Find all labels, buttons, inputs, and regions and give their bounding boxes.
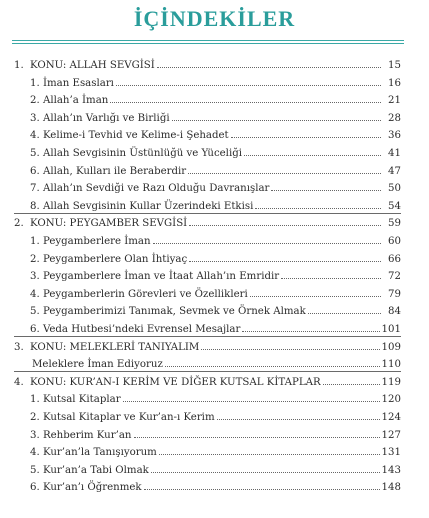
toc-entry-row[interactable]: [32, 354, 401, 370]
dot-leader: [144, 488, 380, 490]
page-number: 66: [388, 253, 401, 265]
entry-title: 4. Kur’an’la Tanışıyorum: [30, 447, 157, 459]
page-title: İÇİNDEKİLER: [133, 6, 296, 31]
section-number: 2.: [14, 218, 24, 230]
entry-title: 2. Peygamberlere Olan İhtiyaç: [30, 253, 188, 265]
entry-title: 6. Kur’an’ı Öğrenmek: [30, 482, 142, 494]
dot-leader: [159, 453, 380, 455]
page-number: 59: [388, 218, 401, 230]
entry-title: 6. Veda Hutbesi’ndeki Evrensel Mesajlar: [30, 324, 241, 335]
dot-leader: [123, 400, 380, 402]
entry-title: Meleklere İman Ediyoruz: [32, 359, 163, 371]
toc-entry-row[interactable]: [30, 407, 401, 423]
section-title: KONU: ALLAH SEVGİSİ: [30, 60, 155, 71]
page-number: 72: [388, 271, 401, 283]
page-number: 79: [388, 288, 401, 300]
toc-entry-row[interactable]: [30, 73, 401, 89]
dot-leader: [201, 348, 379, 350]
dot-leader: [244, 154, 381, 156]
section-number: 3.: [14, 341, 24, 353]
toc-entry-row[interactable]: [30, 125, 401, 141]
page-number: 84: [388, 306, 401, 318]
entry-title: 3. Peygamberlere İman ve İtaat Allah’ın Emridir: [30, 271, 280, 283]
page-number: 60: [388, 236, 401, 247]
page-number: 50: [388, 183, 401, 195]
page-number: 36: [388, 130, 401, 142]
entry-title: 4. Peygamberlerin Görevleri ve Özellikleri: [30, 288, 248, 300]
entry-title: 8. Allah Sevgisinin Kullar Üzerindeki Etkisi: [30, 200, 254, 212]
page-number: 131: [381, 447, 401, 459]
dot-leader: [323, 383, 380, 385]
page-number: 148: [381, 482, 401, 494]
dot-leader: [250, 295, 381, 297]
toc-section-row[interactable]: [14, 55, 401, 71]
page-number: 101: [381, 324, 401, 335]
dot-leader: [165, 365, 380, 367]
dot-leader: [151, 471, 380, 473]
entry-title: 1. İman Esasları: [30, 77, 114, 89]
page-number: 124: [381, 412, 401, 423]
page-number: 127: [381, 429, 401, 441]
section-title: KONU: PEYGAMBER SEVGİSİ: [30, 218, 188, 230]
toc-entry-row[interactable]: [30, 389, 401, 405]
page-number: 110: [381, 359, 401, 371]
entry-title: 2. Kutsal Kitaplar ve Kur’an-ı Kerim: [30, 412, 215, 423]
entry-title: 1. Kutsal Kitaplar: [30, 394, 121, 406]
toc-section-row[interactable]: [14, 213, 401, 229]
toc-entry-row[interactable]: [30, 266, 401, 282]
section-title: KONU: KUR’AN-I KERİM VE DİĞER KUTSAL KİTAPLAR: [30, 376, 321, 388]
dot-leader: [242, 330, 379, 332]
dot-leader: [308, 312, 381, 314]
dot-leader: [217, 418, 380, 420]
page-number: 120: [381, 394, 401, 406]
toc-entry-row[interactable]: [30, 108, 401, 124]
dot-leader: [189, 224, 381, 226]
entry-title: 5. Peygamberimizi Tanımak, Sevmek ve Örnek Almak: [30, 306, 306, 318]
entry-title: 3. Rehberim Kur’an: [30, 429, 132, 441]
section-number: 4.: [14, 376, 24, 388]
dot-leader: [281, 277, 381, 279]
page-number: 54: [388, 200, 401, 212]
page-number: 16: [388, 77, 401, 89]
toc-entry-row[interactable]: [30, 442, 401, 458]
entry-title: 1. Peygamberlere İman: [30, 236, 151, 247]
toc-entry-row[interactable]: [30, 301, 401, 317]
dot-leader: [188, 172, 381, 174]
page-number: 41: [388, 148, 401, 159]
toc-entry-row[interactable]: [30, 249, 401, 265]
title-rule-lower: [12, 43, 404, 44]
toc-entry-row[interactable]: [30, 90, 401, 106]
title-rule: [12, 40, 404, 41]
entry-title: 5. Kur’an’a Tabi Olmak: [30, 464, 149, 476]
toc-entry-row[interactable]: [30, 284, 401, 300]
toc-entry-row[interactable]: [30, 425, 401, 441]
dot-leader: [172, 119, 381, 121]
toc-entry-row[interactable]: [30, 231, 401, 247]
section-number: 1.: [14, 60, 24, 71]
page-number: 15: [388, 60, 401, 71]
dot-leader: [255, 207, 381, 209]
toc-section-row[interactable]: [14, 337, 401, 353]
dot-leader: [157, 66, 381, 68]
dot-leader: [110, 101, 381, 103]
entry-title: 5. Allah Sevgisinin Üstünlüğü ve Yüceliği: [30, 148, 242, 159]
toc-section-row[interactable]: [14, 372, 401, 388]
entry-title: 2. Allah’a İman: [30, 95, 109, 107]
dot-leader: [134, 436, 380, 438]
entry-title: 6. Allah, Kulları ile Beraberdir: [30, 165, 187, 177]
toc-entry-row[interactable]: [30, 477, 401, 493]
toc-entry-row[interactable]: [30, 143, 401, 159]
page-number: 47: [388, 165, 401, 177]
page-number: 28: [388, 112, 401, 124]
page-number: 119: [381, 376, 401, 388]
entry-title: 7. Allah’ın Sevdiği ve Razı Olduğu Davranışlar: [30, 183, 270, 195]
toc-entry-row[interactable]: [30, 178, 401, 194]
dot-leader: [153, 242, 381, 244]
toc-entry-row[interactable]: [30, 460, 401, 476]
page-number: 143: [381, 464, 401, 476]
toc-entry-row[interactable]: [30, 161, 401, 177]
page-number: 109: [381, 341, 401, 353]
page-number: 21: [388, 95, 401, 107]
toc-entry-row[interactable]: [30, 196, 401, 212]
dot-leader: [189, 260, 381, 262]
entry-title: 4. Kelime-i Tevhid ve Kelime-i Şehadet: [30, 130, 229, 142]
dot-leader: [231, 136, 381, 138]
dot-leader: [271, 189, 381, 191]
toc-entry-row[interactable]: [30, 319, 401, 335]
dot-leader: [116, 84, 381, 86]
section-title: KONU: MELEKLERİ TANIYALIM: [30, 341, 200, 353]
entry-title: 3. Allah’ın Varlığı ve Birliği: [30, 112, 170, 124]
